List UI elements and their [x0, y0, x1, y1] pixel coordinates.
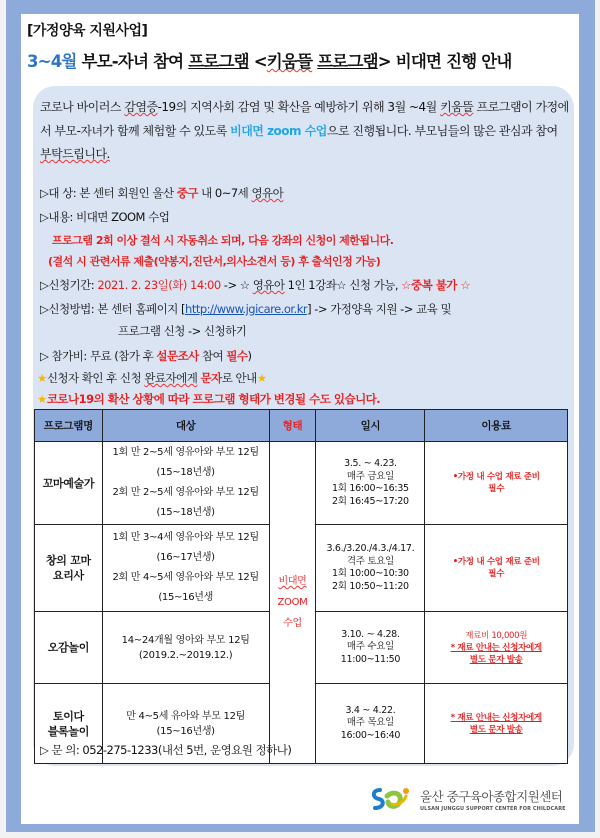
target-district: 중구 [176, 186, 198, 200]
target-text: 내 0~7세 [197, 186, 252, 200]
star-icon: ★ [256, 371, 267, 385]
page-title [27, 48, 512, 72]
target-text: (2019.2.~2019.12.) [138, 649, 233, 661]
target-text: (15~16년생) [156, 725, 215, 737]
title-text: 프로그램 [188, 52, 249, 71]
fee-text: ) [247, 349, 252, 363]
program-fee [425, 442, 568, 525]
contact-line: ▷ 문 의: 052-275-1233(내선 5번, 운영요원 정하나) [40, 743, 292, 757]
program-name-text: 블록놀이 [47, 724, 90, 738]
fee-text: 참여 [198, 349, 227, 363]
content-line: ▷내용: 비대면 ZOOM 수업 [40, 210, 170, 224]
program-name-text: 창의 꼬마 [45, 554, 91, 567]
program-target [102, 442, 269, 525]
intro-text: 키움뜰 [440, 100, 474, 114]
method-text: ] -> 가정양육 지원 -> 교육 및 [307, 302, 452, 316]
program-name-text: 꼬마예술가 [42, 476, 95, 490]
date-text: 격주 토요일 [346, 555, 394, 567]
program-schedule [316, 684, 425, 764]
date-text: 11:00~11:50 [340, 653, 401, 665]
table-row [35, 442, 568, 525]
target-text: 14~24개월 영아와 부모 12팀 [121, 634, 250, 646]
center-logo-icon [370, 786, 412, 812]
target-line [40, 185, 283, 201]
target-text: 2회 만 2~5세 영유아와 부모 12팀 [112, 487, 259, 498]
intro-text: 으로 진행됩니다. 부모님들의 많은 관심과 참여 [326, 123, 558, 138]
program-schedule [316, 525, 425, 612]
fee-label: ▷ 참가비: 무료 (참가 후 [40, 349, 157, 363]
method-label: ▷신청방법: 본 센터 홈페이지 [ [40, 302, 186, 316]
intro-text: 프로그램이 가정에서 부모-자녀가 함께 체험할 수 있도록 [40, 100, 569, 138]
date-text: 16:00~16:40 [340, 729, 401, 741]
date-text: 3.4 ~ 4.22. [345, 704, 396, 716]
target-text: 만 4~5세 유아와 부모 12팀 [126, 710, 246, 722]
title-text: 키움뜰 [266, 52, 313, 71]
intro-paragraph [40, 96, 570, 167]
date-text: 매주 목요일 [346, 717, 394, 729]
target-text: (15~18년생) [156, 507, 215, 518]
date-text: 매주 수요일 [346, 641, 394, 653]
header-program-name: 프로그램명 [35, 410, 103, 442]
fee-text: •가정 내 수업 재료 준비 [452, 472, 540, 482]
period-date: 2021. 2. 23일(화) 14:00 [97, 278, 221, 292]
target-text: (15~16년생 [158, 592, 213, 603]
period-text: 1인 1강좌☆ 신청 가능, [284, 278, 402, 292]
program-name-text: 요리사 [52, 569, 84, 582]
fee-text: 별도 문자 발송 [469, 654, 523, 665]
header-form: 형태 [269, 410, 316, 442]
no-duplicate-note: ☆중복 불가 ☆ [401, 278, 471, 292]
program-name [35, 612, 103, 684]
zoom-highlight: 비대면 zoom 수업 [230, 123, 327, 138]
program-fee [425, 525, 568, 612]
program-schedule [316, 612, 425, 684]
fee-text: * 재료 안내는 신청자에게 [450, 712, 542, 723]
date-text: 1회 10:00~10:30 [332, 568, 409, 579]
target-text: 2회 만 4~5세 영유아와 부모 12팀 [112, 572, 259, 583]
notice-text: 신청자 확인 후 신청 [46, 371, 145, 385]
form-text: 수업 [283, 618, 302, 629]
fee-text: 필수 [488, 569, 505, 579]
program-category: [가정양육 지원사업] [27, 23, 148, 39]
intro-text: 감염증 [124, 100, 158, 114]
target-text: (16~17년생) [156, 552, 215, 563]
header-fee: 이용료 [425, 410, 568, 442]
program-name [35, 525, 103, 612]
program-fee [425, 684, 568, 764]
date-text: 3.6./3.20./4.3./4.17. [326, 543, 415, 554]
program-fee [425, 612, 568, 684]
fee-text: •가정 내 수업 재료 준비 [452, 557, 540, 567]
center-name-ko: 울산 중구육아종합지원센터 [420, 788, 563, 804]
covid-notice [37, 391, 380, 407]
date-text: 3.10. ~ 4.28. [341, 628, 400, 640]
header-target: 대상 [102, 410, 269, 442]
fee-text: * 재료 안내는 신청자에게 [450, 642, 542, 653]
required-text: 필수 [226, 349, 248, 363]
fee-text: 별도 문자 발송 [469, 724, 523, 735]
homepage-link[interactable]: http://www.jgicare.or.kr [185, 302, 308, 316]
program-target [102, 612, 269, 684]
date-text: 매주 금요일 [346, 470, 394, 482]
date-text: 3.5. ~ 4.23. [344, 458, 397, 469]
intro-text: 부탁드립니다. [40, 147, 110, 161]
survey-text: 설문조사 [156, 349, 199, 363]
program-name [35, 442, 103, 525]
fee-text: 필수 [488, 484, 505, 494]
absence-warning: 프로그램 2회 이상 결석 시 자동취소 되며, 다음 강좌의 신청이 제한됩니다. [52, 234, 394, 247]
program-name-text: 오감놀이 [47, 641, 90, 654]
sms-notice [37, 370, 267, 386]
star-icon: ★ [37, 371, 47, 385]
target-text: 1회 만 2~5세 영유아와 부모 12팀 [112, 447, 259, 458]
notice-text: 로 안내 [221, 371, 257, 385]
target-text: (15~18년생) [156, 467, 215, 478]
date-text: 2회 10:50~11:20 [332, 580, 409, 592]
date-text: 1회 16:00~16:35 [332, 483, 409, 494]
center-logo [370, 786, 566, 812]
star-icon: ★ [37, 392, 47, 406]
absence-note: (결석 시 관련서류 제출(약봉지,진단서,의사소견서 등) 후 출석인정 가능) [48, 255, 381, 268]
title-text: 부모-자녀 참여 [76, 52, 189, 71]
fee-line [40, 348, 252, 364]
target-label: ▷대 상: 본 센터 회원인 울산 [40, 186, 177, 200]
program-form [269, 442, 316, 764]
date-text: 2회 16:45~17:20 [332, 495, 409, 507]
intro-text: -19의 지역사회 감염 및 확산을 예방하기 위해 3월 ~4월 [157, 100, 441, 114]
notice-text: 완료자에게 [144, 371, 198, 385]
program-target [102, 525, 269, 612]
program-table [34, 409, 568, 764]
title-month: 3~4월 [27, 52, 77, 71]
target-text: 영유아 [251, 186, 284, 200]
method-line-2: 프로그램 신청 -> 신청하기 [118, 324, 247, 338]
intro-text: 코로나 바이러스 [40, 100, 125, 114]
method-line [40, 301, 451, 317]
period-label: ▷신청기간: [40, 278, 98, 292]
period-text: -> ☆ [220, 278, 253, 292]
covid-notice-text: 코로나19의 확산 상황에 따라 프로그램 형태가 변경될 수도 있습니다. [46, 392, 381, 406]
title-text: 프로그램 [317, 52, 378, 71]
center-name-en: ULSAN JUNGGU SUPPORT CENTER FOR CHILDCARE [420, 805, 566, 812]
target-text: 1회 만 3~4세 영유아와 부모 12팀 [112, 532, 259, 543]
header-schedule: 일시 [316, 410, 425, 442]
title-text: > 비대면 진행 안내 [377, 52, 512, 71]
table-header-row [35, 410, 568, 442]
form-text: 비대면 [278, 576, 307, 587]
period-text: 영유아 [252, 278, 285, 292]
period-line [40, 277, 470, 293]
title-text: < [248, 52, 267, 71]
material-fee: 재료비 10,000원 [465, 630, 528, 641]
program-name-text: 토이다 [52, 709, 84, 723]
form-text: ZOOM [277, 597, 308, 608]
program-schedule [316, 442, 425, 525]
sms-text: 문자 [200, 371, 222, 385]
